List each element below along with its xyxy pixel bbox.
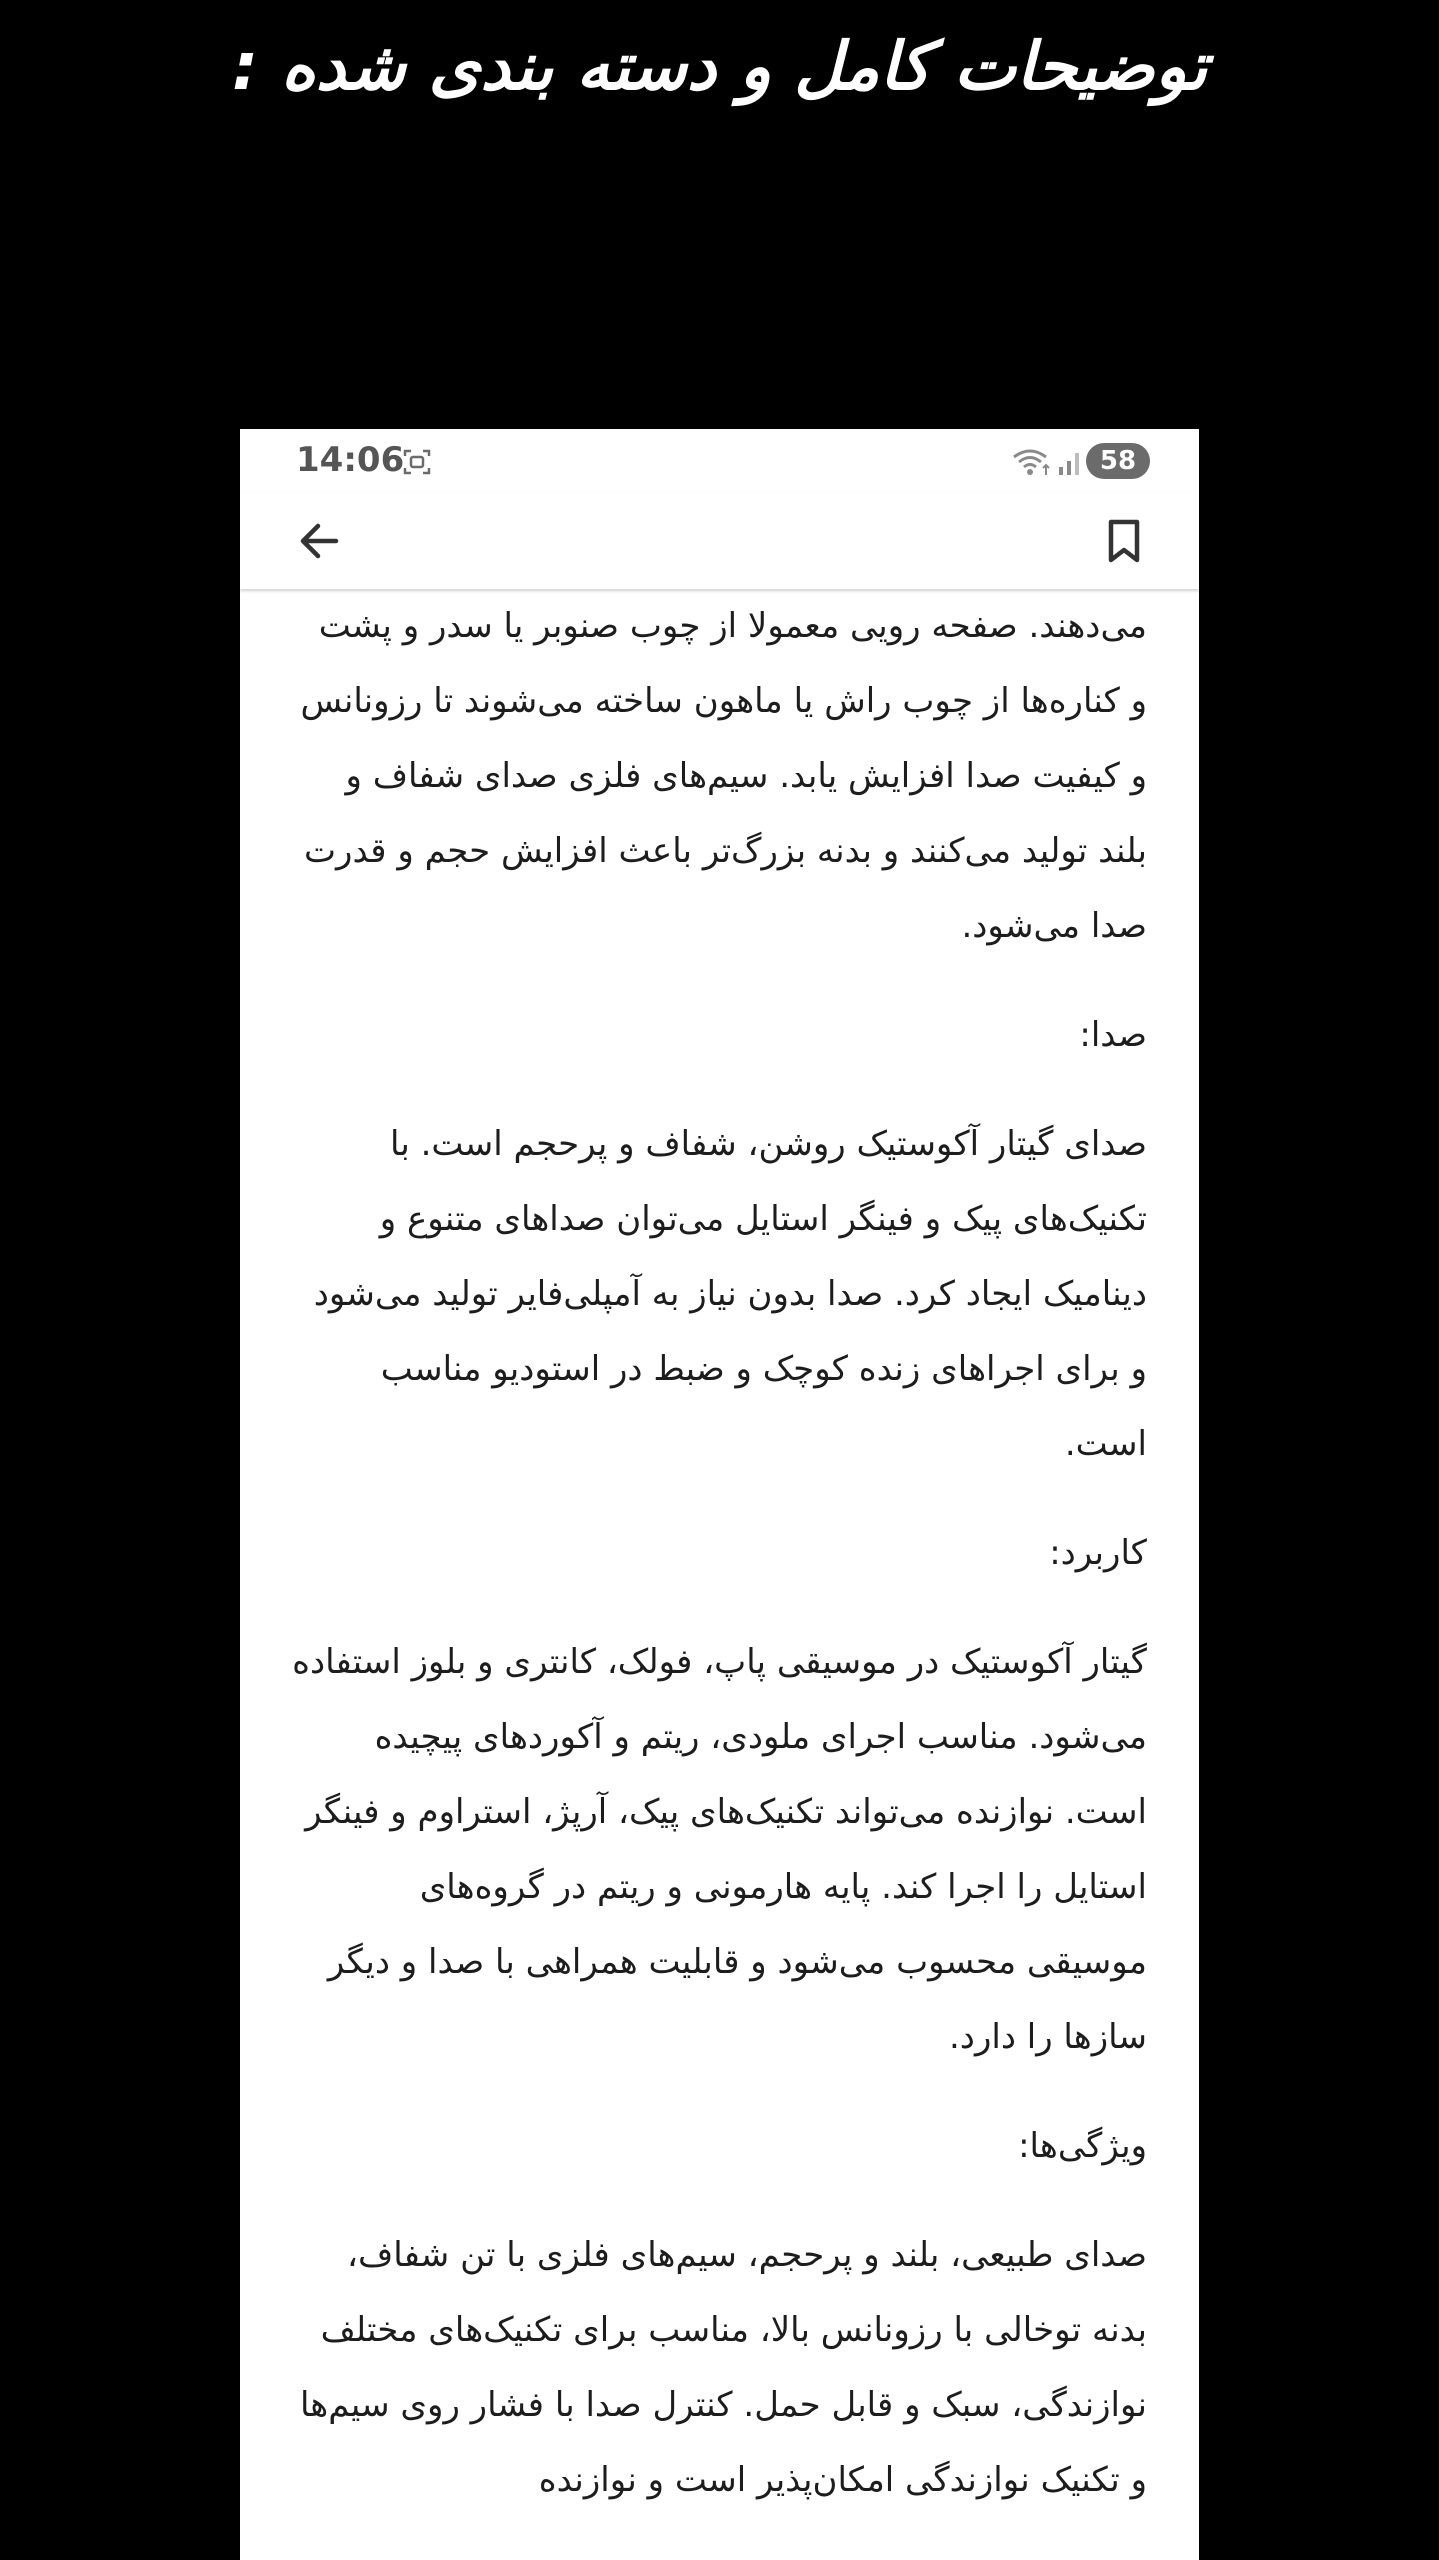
status-bar <box>240 429 1199 493</box>
article-paragraph-intro <box>240 589 1199 964</box>
section-heading-sound: صدا: <box>1079 1015 1147 1055</box>
bookmark-icon <box>1096 513 1152 569</box>
battery-icon: 58 <box>1086 443 1150 479</box>
status-time: 14:06 <box>296 440 405 480</box>
section-heading-usage: کاربرد: <box>1049 1533 1147 1573</box>
wifi-icon <box>1010 443 1054 479</box>
screenshot-icon <box>402 447 432 477</box>
section-heading-features: ویژگی‌ها: <box>1018 2126 1147 2166</box>
arrow-left-icon <box>292 513 348 569</box>
article-paragraph-intro-rest: پشت و کناره‌ها از چوب راش یا ماهون ساخته می‌شوند تا رزونانس و کیفیت صدا افزایش یابد. سیم‌های فلزی صدای شفاف و بلند تولید می‌کنند و بدنه بزرگ‌تر باعث افزایش حجم و قدرت صدا می‌شود. <box>300 606 1147 946</box>
app-bar <box>240 493 1199 589</box>
headline-title: توضیحات کامل و دسته بندی شده : <box>231 28 1208 105</box>
article-paragraph-usage: گیتار آکوستیک در موسیقی پاپ، فولک، کانتری و بلوز استفاده می‌شود. مناسب اجرای ملودی، ریتم و آکوردهای پیچیده است. نوازنده می‌تواند تکنیک‌های پیک، آرپژ، استراوم و فینگر استایل را اجرا کند. پایه هارمونی و ریتم در گروه‌های موسیقی محسوب می‌شود و قابلیت همراهی با صدا و دیگر سازها را دارد. <box>292 1642 1147 2057</box>
signal-icon <box>1056 445 1084 477</box>
article-paragraph-sound: صدای گیتار آکوستیک روشن، شفاف و پرحجم است. با تکنیک‌های پیک و فینگر استایل می‌توان صداهای متنوع و دینامیک ایجاد کرد. صدا بدون نیاز به آمپلی‌فایر تولید می‌شود و برای اجراهای زنده کوچک و ضبط در استودیو مناسب است. <box>313 1124 1147 1464</box>
phone-screen <box>240 429 1199 2560</box>
article-paragraph-features: صدای طبیعی، بلند و پرحجم، سیم‌های فلزی با تن شفاف، بدنه توخالی با رزونانس بالا، مناسب برای تکنیک‌های مختلف نوازندگی، سبک و قابل حمل. کنترل صدا با فشار روی سیم‌ها و تکنیک نوازندگی امکان‌پذیر است و نوازنده <box>299 2235 1147 2500</box>
back-button[interactable] <box>292 513 348 569</box>
article-content <box>240 589 1199 2552</box>
bookmark-button[interactable] <box>1096 513 1152 569</box>
article-paragraph-intro-line1: می‌دهند. صفحه رویی معمولا از چوب صنوبر یا سدر و <box>402 606 1147 646</box>
